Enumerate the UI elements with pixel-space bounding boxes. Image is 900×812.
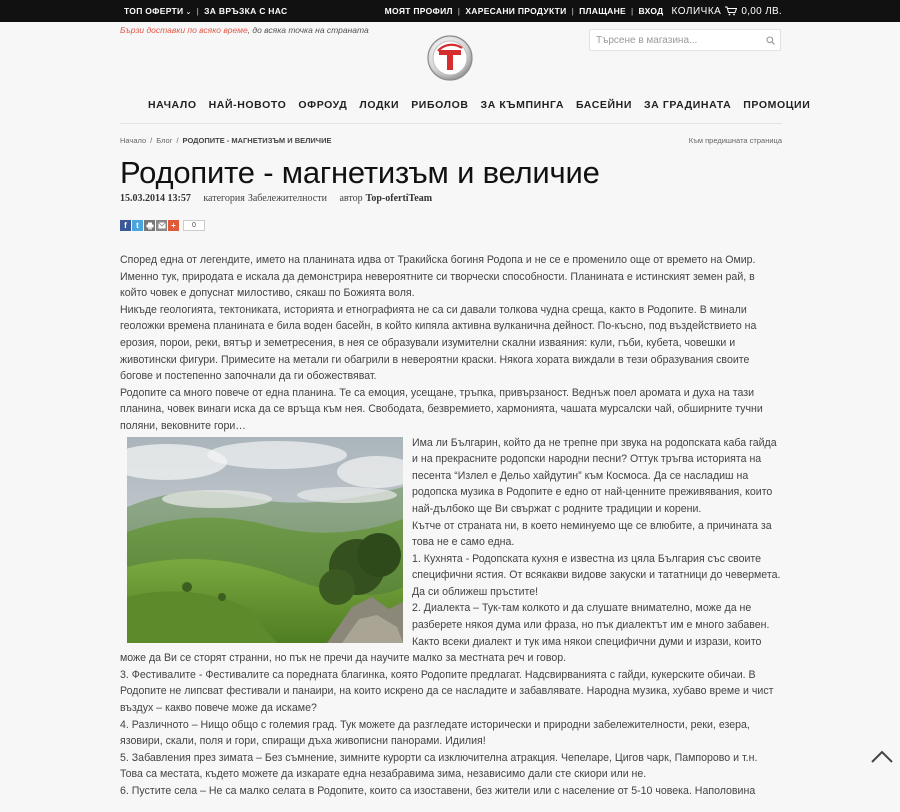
tagline-rest: , до всяка точка на страната [247,25,369,35]
cart-icon [725,6,737,16]
article-paragraph: 5. Забавления през зимата – Без съмнение, зимните курорти са изключителна атракция. Чепеларе, Цигов чарк, Пампорово и т.н. Това са местата, където можете да изкарате една незабравима зима, независимо дали сте скиори или не. [120,751,758,781]
nav-item-offroad[interactable]: ОФРОУД [298,99,348,111]
article-paragraph: 6. Пустите села – Не са малко селата в Родопите, които са изоставени, без жители или с население от 5-10 човека. Наполовина [120,785,756,797]
search-box [589,29,781,51]
top-offers-label: ТОП ОФЕРТИ [124,6,184,16]
login-link[interactable]: ВХОД [638,6,664,16]
delivery-tagline [120,25,369,35]
article-body [120,252,782,800]
page-title: Родопите - магнетизъм и величие [120,155,600,190]
article-paragraph: Според една от легендите, името на планината идва от Тракийска богиня Родопа и не се е променило още от времето на Омир. Именно тук, природата е искала да демонстрира невероятните си творчески способности. Планината е истинският земен рай, в който човек е допуснат милостиво, сякаш по Божията воля. [120,254,756,300]
print-icon[interactable] [144,220,155,231]
chevron-down-icon: ⌄ [185,9,192,16]
nav-item-garden[interactable]: ЗА ГРАДИНАТА [643,99,732,111]
separator: | [457,6,461,16]
article-paragraph: Родопите са много повече от една планина. Те са емоция, усещане, тръпка, привързаност. Веднъж поел аромата и духа на тази планина, човек винаги иска да се връща към нея. Свободата, безвремието, хармонията, чашата мурсалски чай, обширните тучни поляни, вековните гори… [120,386,763,432]
rhodope-mountain-photo [127,437,403,643]
nav-item-pools[interactable]: БАСЕЙНИ [576,99,632,111]
breadcrumb-separator: / [176,136,179,145]
back-to-top-icon[interactable] [870,748,894,764]
plus-share-icon[interactable]: + [168,220,179,231]
top-offers-link[interactable] [124,6,192,16]
payment-link[interactable]: ПЛАЩАНЕ [579,6,626,16]
nav-item-fishing[interactable]: РИБОЛОВ [411,99,469,111]
email-icon[interactable] [156,220,167,231]
search-input[interactable] [590,35,760,46]
article-paragraph: Кътче от страната ни, в което неминуемо ще се влюбите, а причината за това не е само една. [412,519,772,549]
twitter-icon[interactable]: t [132,220,143,231]
author-name: Top-ofertiTeam [365,193,433,204]
nav-item-home[interactable]: НАЧАЛО [148,99,197,111]
nav-item-boats[interactable]: ЛОДКИ [359,99,400,111]
share-bar [120,220,205,231]
article-paragraph: Има ли Българин, който да не трепне при звука на родопската каба гайда и на прекрасните родопски народни песни? Оттук тръгва историята на песента “Излел е Дельо хайдутин” към Космоса. Да се насладиш на родопска музика в Родопите е едно от най-ценните преживявания, които най-дълбоко ще Ви свържат с родните традиции и корени. [412,436,777,515]
nav-item-camping[interactable]: ЗА КЪМПИНГА [480,99,565,111]
post-meta [120,193,432,204]
nav-item-newest[interactable]: НАЙ-НОВОТО [208,99,287,111]
previous-page-link[interactable]: Към предишната страница [688,136,782,145]
nav-divider [120,123,782,124]
contact-link[interactable]: ЗА ВРЪЗКА С НАС [204,6,288,16]
cart-link[interactable] [664,6,782,17]
breadcrumb-blog[interactable]: Блог [156,136,173,145]
article-paragraph: 3. Фестивалите - Фестивалите са поредната благинка, която Родопите предлагат. Надсвирванията с гайди, кукерските обичаи. В Родопите не липсват фестивали и панаири, на които искрено да се насладите и забавлявате. Народна музика, хубаво време и чист въздух – какво повече може да искаме? [120,668,774,715]
article-paragraph: 1. Кухнята - Родопската кухня е известна из цяла България със своите специфични ястия. От всякакви видове закуски и тататници до чевермета. Да си оближеш пръстите! [412,552,781,598]
nav-item-promotions[interactable]: ПРОМОЦИИ [743,99,811,111]
facebook-icon[interactable]: f [120,220,131,231]
breadcrumb-separator: / [150,136,153,145]
site-logo[interactable] [426,34,474,82]
breadcrumb [120,136,331,145]
tagline-accent: Бързи доставки по всяко време [120,25,248,35]
liked-products-link[interactable]: ХАРЕСАНИ ПРОДУКТИ [465,6,567,16]
share-count: 0 [183,220,205,231]
author-label: автор [339,193,363,204]
article-paragraph: Никъде геологията, тектониката, историята и етнографията не са си давали толкова чудна среща, както в Родопите. В минали геоложки времена планината е била воден басейн, в който кипяла активна вулканична дейност. По-късно, под въздействието на ерозия, порои, реки, вятър и земетресения, в нея се образували изумителни скални изваяния: кули, гъби, кубета, човешки и животински фигури. Примесите на метали ги обагрили в невероятни краски. Някога хората виждали в тези образувания своите богове и постепенно започнали да ги обожествяват. [120,303,757,383]
cart-label: КОЛИЧКА [671,5,722,17]
my-profile-link[interactable]: МОЯТ ПРОФИЛ [384,6,453,16]
category-link[interactable]: Забележителности [247,193,327,204]
breadcrumb-home[interactable]: Начало [120,136,147,145]
main-nav [148,99,822,111]
post-date: 15.03.2014 13:57 [120,193,191,204]
cart-total: 0,00 ЛВ. [741,5,782,17]
breadcrumb-current: РОДОПИТЕ - МАГНЕТИЗЪМ И ВЕЛИЧИЕ [182,136,332,145]
article-paragraph: 2. Диалекта – Тук-там колкото и да слушате внимателно, може да не разберете някоя дума или фраза, но пък диалектът им е много забавен. Както всеки диалект и тук има някои специфични думи и изрази, които може да Ви се сторят странни, но пък не пречи да научите малко за местната реч и говор. [120,602,770,665]
separator: | [571,6,575,16]
separator: | [196,6,200,16]
separator: | [631,6,634,16]
search-icon[interactable] [760,30,780,50]
article-paragraph: 4. Различното – Нищо общо с големия град. Тук можете да разгледате исторически и природни забележителности, реки, езера, язовири, скали, поля и гори, спиращи дъха живописни панорами. Идилия! [120,718,750,748]
category-label: категория [203,193,245,204]
top-bar [0,0,900,22]
